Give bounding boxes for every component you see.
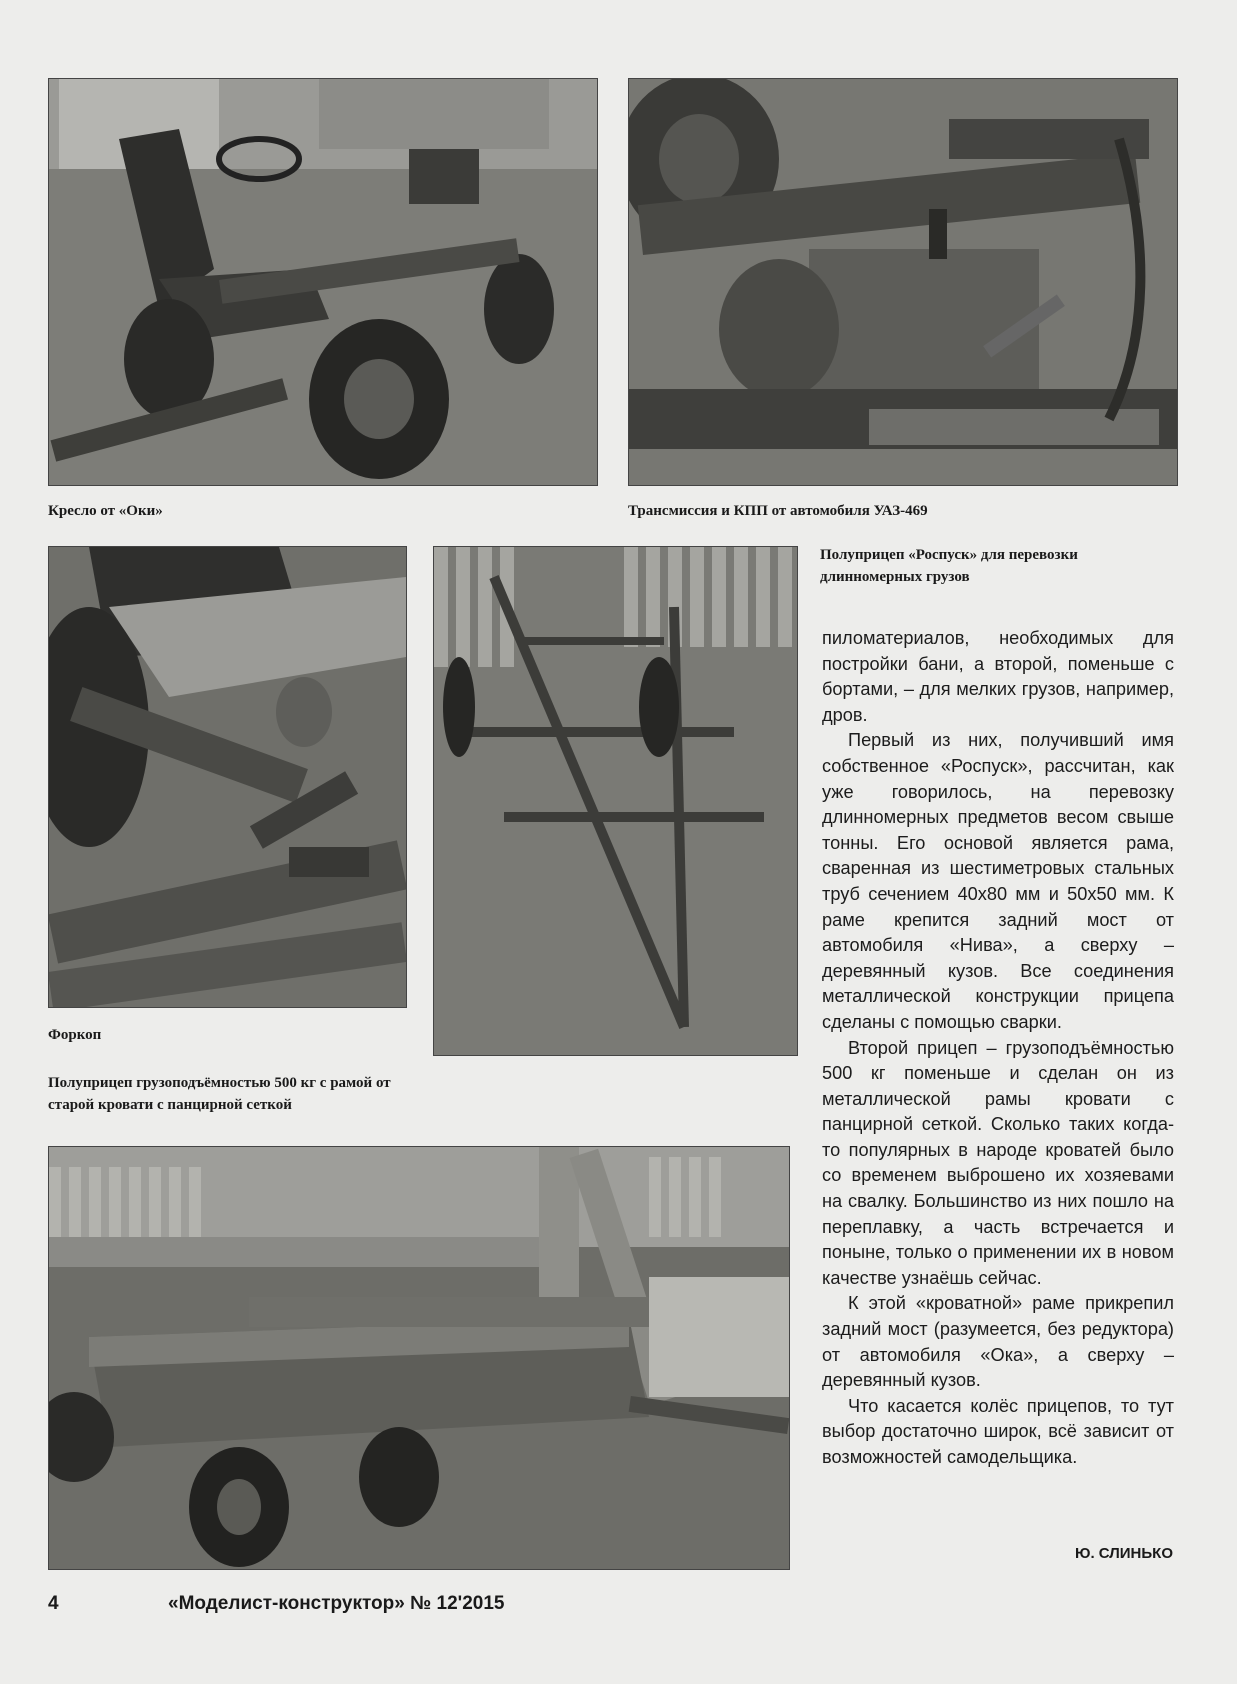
photo-rospusk bbox=[433, 546, 798, 1056]
photo-trailer500 bbox=[48, 1146, 790, 1570]
article-paragraph-4: К этой «кроватной» раме прикрепил задний мост (разумеется, без редуктора) от автомобиля «Ока», а сверху – деревянный кузов. bbox=[822, 1293, 1174, 1391]
caption-trailer500: Полуприцеп грузоподъёмностью 500 кг с рамой от старой кровати с панцирной сеткой bbox=[48, 1075, 391, 1113]
photo-transmission-image bbox=[629, 79, 1177, 485]
caption-rospusk: Полуприцеп «Роспуск» для перевозки длинномерных грузов bbox=[820, 547, 1078, 585]
article-paragraph-2: Первый из них, получивший имя собственное «Роспуск», рассчитан, как уже говорилось, на перевозку длинномерных предметов весом свыше тонны. Его основой является рама, сваренная из шестиметровых стальных труб сечением 40х80 мм и 50х50 мм. К раме крепится задний мост от автомобиля «Нива», а сверху – деревянный кузов. Все соединения металлической конструкции прицепа сделаны с помощью сварки. bbox=[822, 730, 1174, 1032]
photo-forkop-image bbox=[49, 547, 406, 1007]
caption-seat: Кресло от «Оки» bbox=[48, 503, 163, 519]
photo-forkop bbox=[48, 546, 407, 1008]
photo-trailer500-image bbox=[49, 1147, 789, 1569]
magazine-issue: «Моделист-конструктор» № 12'2015 bbox=[168, 1593, 505, 1614]
photo-rospusk-image bbox=[434, 547, 797, 1055]
article-paragraph-1: пиломатериалов, необходимых для постройки бани, а второй, поменьше с бортами, – для мелких грузов, например, дров. bbox=[822, 628, 1174, 725]
photo-transmission bbox=[628, 78, 1178, 486]
photo-seat bbox=[48, 78, 598, 486]
article-body bbox=[822, 626, 1174, 1471]
article-author: Ю. СЛИНЬКО bbox=[1074, 1545, 1173, 1562]
article-paragraph-3: Второй прицеп – грузоподъёмностью 500 кг поменьше и сделан он из металлической рамы кровати с панцирной сеткой. Сколько таких когда-то популярных в народе кроватей было со временем выброшено их хозяевами на свалку. Большинство из них пошло на переплавку, а часть встречается и поныне, только о применении их в новом качестве узнаёшь сейчас. bbox=[822, 1037, 1174, 1288]
caption-forkop: Форкоп bbox=[48, 1027, 102, 1043]
photo-seat-image bbox=[49, 79, 597, 485]
page-number: 4 bbox=[48, 1593, 59, 1614]
caption-transmission: Трансмиссия и КПП от автомобиля УАЗ-469 bbox=[628, 503, 928, 519]
article-paragraph-5: Что касается колёс прицепов, то тут выбор достаточно широк, всё зависит от возможностей самодельщика. bbox=[822, 1395, 1174, 1467]
